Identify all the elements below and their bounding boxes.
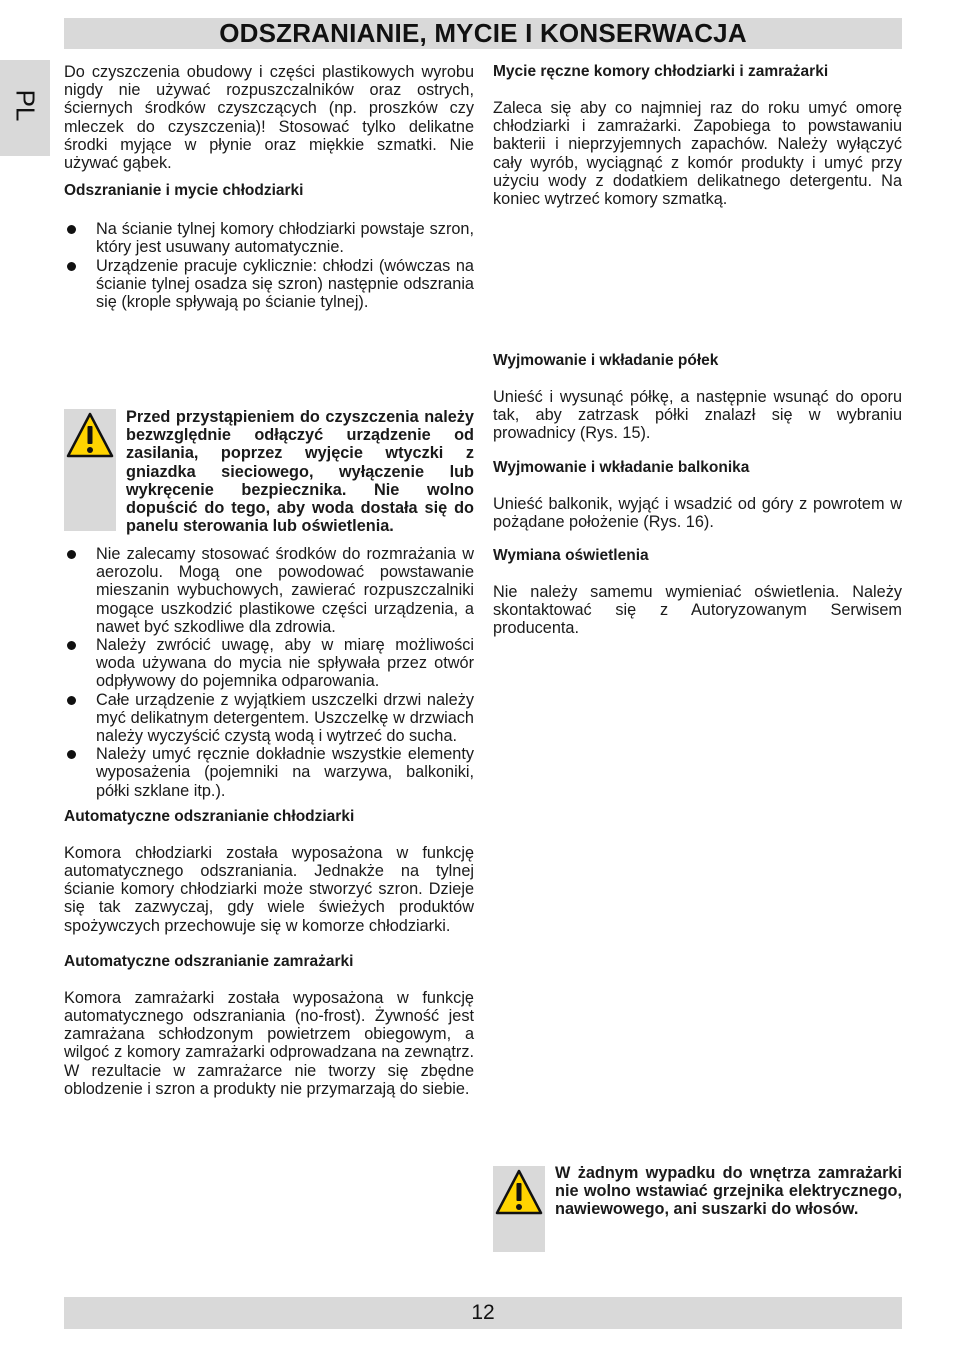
section-heading-manual-wash: Mycie ręczne komory chłodziarki i zamrażarki <box>493 63 829 80</box>
right-column-middle <box>493 352 902 638</box>
section-heading-shelves: Wyjmowanie i wkładanie półek <box>493 352 719 369</box>
manual-wash-paragraph: Zaleca się aby co najmniej raz do roku umyć omorę chłodziarki i zamrażarki. Zapobiega to powstawaniu bakterii i nieprzyjemnych zapachów. Należy wyłączyć cały wyrób, wyciągnąć z komór produkty i umyć przy użyciu wody z dodatkiem delikatnego detergentu. Na koniec wytrzeć komory szmatką. <box>493 99 902 209</box>
list-item: Należy umyć ręcznie dokładnie wszystkie elementy wyposażenia (pojemniki na warzywa, balkoniki, półki szklane itp.). <box>64 745 474 800</box>
warning-heater-text: W żadnym wypadku do wnętrza zamrażarki nie wolno wstawiać grzejnika elektrycznego, nawiewowego, ani suszarki do włosów. <box>555 1164 902 1219</box>
page-number: 12 <box>471 1301 495 1324</box>
list-item: Urządzenie pracuje cyklicznie: chłodzi (wówczas na ścianie tylnej osadza się szron) następnie odszrania się (krople spływają po ścianie tylnej). <box>64 257 474 312</box>
defrost-bullet-list <box>64 220 474 311</box>
left-column-bottom <box>64 545 474 1098</box>
footer-bar <box>64 1297 902 1329</box>
left-column-top <box>64 63 474 311</box>
right-column-top <box>493 63 902 208</box>
page-title: ODSZRANIANIE, MYCIE I KONSERWACJA <box>219 18 747 48</box>
intro-paragraph: Do czyszczenia obudowy i części plastikowych wyrobu nigdy nie używać rozpuszczalników oraz ostrych, ściernych środków czyszczących (np. proszków czy mleczek do czyszczenia)! Stosować tylko delikatne środki myjące w płynie oraz miękkie szmatki. Nie używać gąbek. <box>64 63 474 173</box>
section-heading-freezer-autodefrost: Automatyczne odszranianie zamrażarki <box>64 952 354 970</box>
section-heading-fridge-autodefrost: Automatyczne odszranianie chłodziarki <box>64 807 355 825</box>
freezer-autodefrost-paragraph: Komora zamrażarki została wyposażona w funkcję automatycznego odszraniania (no-frost). Żywność jest zamrażana schłodzonym powietrzem obiegowym, a wilgoć z komory zamrażarki odprowadzana na zewnątrz. W rezultacie w zamrażarce nie tworzy się zbędne oblodzenie i szron a produkty nie przymarzają do siebie. <box>64 988 474 1098</box>
warning-triangle-icon <box>65 411 115 461</box>
warning-unplug-text: Przed przystąpieniem do czyszczenia należy bezwzględnie odłączyć urządzenie od zasilania, poprzez wyjęcie wtyczki z gniazdka sieciowego, wyłączenie lub wykręcenie bezpiecznika. Nie wolno dopuścić do tego, aby woda dostała się do panelu sterowania lub oświetlenia. <box>126 408 474 536</box>
language-tab <box>0 60 50 156</box>
cleaning-bullet-list <box>64 545 474 800</box>
list-item: Należy zwrócić uwagę, aby w miarę możliwości woda używana do mycia nie spływała przez otwór odpływowy do pojemnika odparowania. <box>64 636 474 691</box>
section-heading-balcony: Wyjmowanie i wkładanie balkonika <box>493 458 750 476</box>
list-item: Całe urządzenie z wyjątkiem uszczelki drzwi należy myć delikatnym detergentem. Uszczelkę w drzwiach należy wyczyścić czystą wodą i wytrzeć do sucha. <box>64 691 474 746</box>
section-heading-lighting: Wymiana oświetlenia <box>493 547 649 565</box>
language-label: PL <box>10 89 41 122</box>
section-heading-defrost: Odszranianie i mycie chłodziarki <box>64 182 304 200</box>
warning-box-freezer <box>493 1166 545 1252</box>
fridge-autodefrost-paragraph: Komora chłodziarki została wyposażona w funkcję automatycznego odszraniania. Jednakże na tylnej ścianie komory chłodziarki może stworzyć szron. Dzieje się tak zazwyczaj, gdy wiele świeżych produktów spożywczych przechowuje się w komorze chłodziarki. <box>64 843 474 935</box>
lighting-paragraph: Nie należy samemu wymieniać oświetlenia. Należy skontaktować się z Autoryzowanym Serwisem producenta. <box>493 583 902 638</box>
title-bar <box>64 18 902 49</box>
shelves-paragraph: Unieść i wysunąć półkę, a następnie wsunąć do oporu tak, aby zatrzask półki znalazł się w wybraniu prowadnicy (Rys. 15). <box>493 388 902 443</box>
warning-triangle-icon <box>494 1168 544 1218</box>
list-item: Na ścianie tylnej komory chłodziarki powstaje szron, który jest usuwany automatycznie. <box>64 220 474 256</box>
balcony-paragraph: Unieść balkonik, wyjąć i wsadzić od góry z powrotem w pożądane położenie (Rys. 16). <box>493 494 902 531</box>
warning-box <box>64 409 116 531</box>
list-item: Nie zalecamy stosować środków do rozmrażania w aerozolu. Mogą one powodować powstawanie mieszanin wybuchowych, zawierać rozpuszczalniki mogące uszkodzić plastikowe części urządzenia, a nawet być szkodliwe dla zdrowia. <box>64 545 474 636</box>
